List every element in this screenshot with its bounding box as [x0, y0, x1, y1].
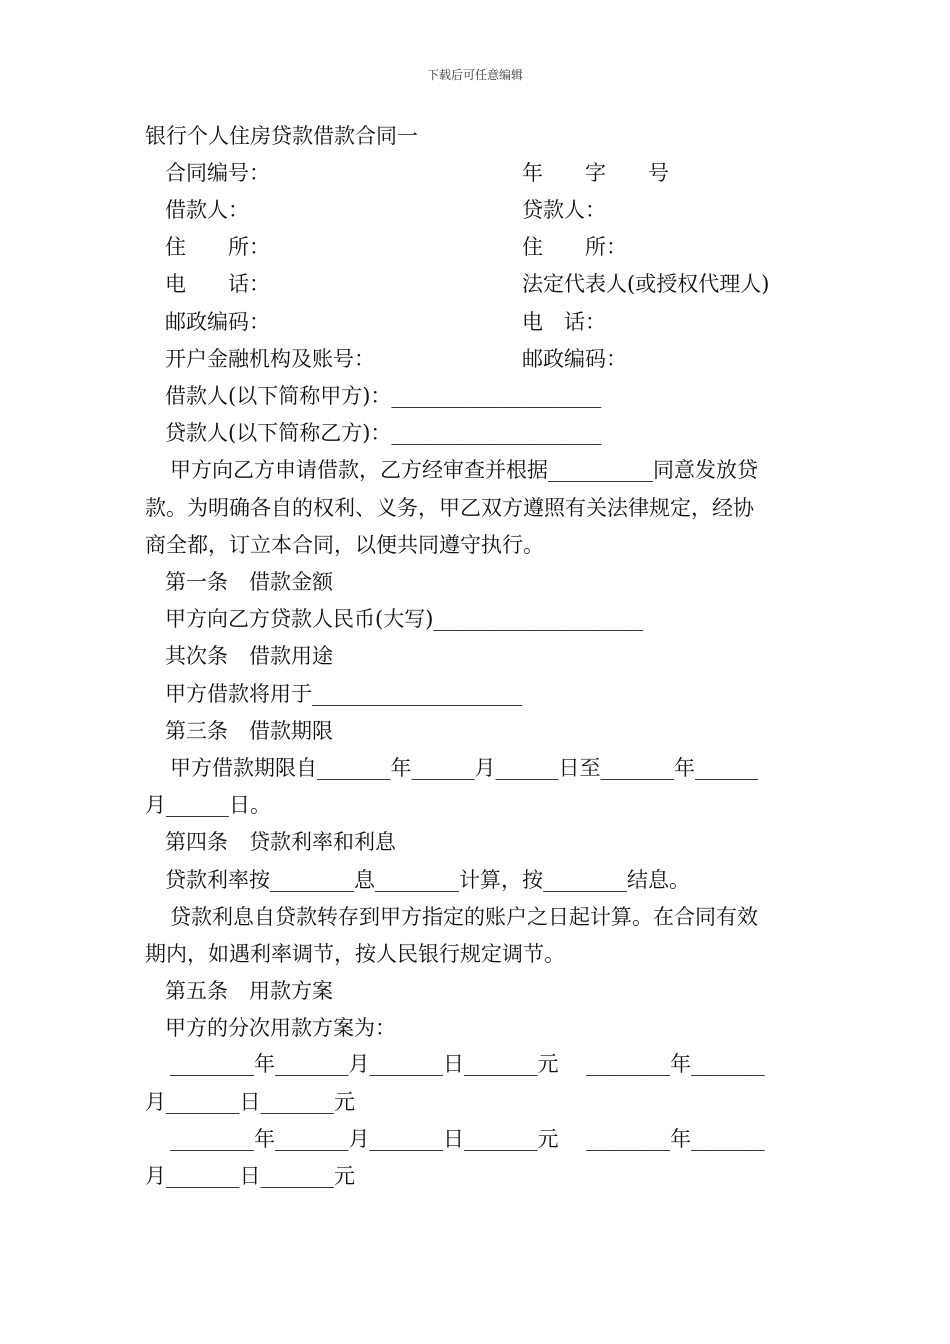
party-a-line: 借款人(以下简称甲方)：____________________ [165, 384, 602, 408]
borrower-label: 借款人： [165, 198, 249, 222]
article-5-title: 第五条 用款方案 [165, 979, 333, 1003]
article-1-title: 第一条 借款金额 [165, 570, 333, 594]
article-3-body-line-2: 月______日。 [145, 793, 271, 817]
article-2-title: 其次条 借款用途 [165, 644, 333, 668]
legal-representative-label: 法定代表人(或授权代理人) [522, 272, 770, 296]
article-4-body-2-line-1: 贷款利息自贷款转存到甲方指定的账户之日起计算。在合同有效 [170, 905, 758, 929]
lender-phone-label: 电 话： [522, 310, 606, 334]
article-5-plan-row-2: 月_______日_______元 [145, 1090, 355, 1114]
document-title: 银行个人住房贷款借款合同一 [145, 124, 418, 148]
article-5-intro: 甲方的分次用款方案为： [165, 1016, 396, 1040]
borrower-address-label: 住 所： [165, 235, 270, 259]
article-1-body: 甲方向乙方贷款人民币(大写)____________________ [165, 607, 644, 631]
lender-label: 贷款人： [522, 198, 606, 222]
preamble-line-2: 款。为明确各自的权利、义务，甲乙双方遵照有关法律规定，经协 [145, 496, 754, 520]
lender-postcode-label: 邮政编码： [522, 347, 627, 371]
preamble-line-1: 甲方向乙方申请借款，乙方经审查并根据__________同意发放贷 [170, 458, 758, 482]
bank-account-label: 开户金融机构及账号： [165, 347, 375, 371]
contract-number-label: 合同编号： [165, 161, 270, 185]
page-header: 下载后可任意编辑 [426, 68, 523, 82]
article-4-title: 第四条 贷款利率和利息 [165, 830, 396, 854]
article-4-body-1: 贷款利率按________息________计算，按________结息。 [165, 868, 690, 892]
article-5-plan-row-4: 月_______日_______元 [145, 1164, 355, 1188]
article-5-plan-row-3: ________年_______月_______日_______元 ________年_______ [170, 1127, 765, 1151]
article-5-plan-row-1: ________年_______月_______日_______元 ________年_______ [170, 1052, 765, 1076]
year-char-number-label: 年 字 号 [522, 161, 669, 185]
lender-address-label: 住 所： [522, 235, 627, 259]
borrower-phone-label: 电 话： [165, 272, 270, 296]
article-2-body: 甲方借款将用于____________________ [165, 682, 522, 706]
article-3-body-line-1: 甲方借款期限自_______年______月______日至_______年______ [170, 756, 758, 780]
article-3-title: 第三条 借款期限 [165, 719, 333, 743]
party-b-line: 贷款人(以下简称乙方)：____________________ [165, 421, 602, 445]
preamble-line-3: 商全都，订立本合同，以便共同遵守执行。 [145, 533, 544, 557]
borrower-postcode-label: 邮政编码： [165, 310, 270, 334]
article-4-body-2-line-2: 期内，如遇利率调节，按人民银行规定调节。 [145, 942, 565, 966]
